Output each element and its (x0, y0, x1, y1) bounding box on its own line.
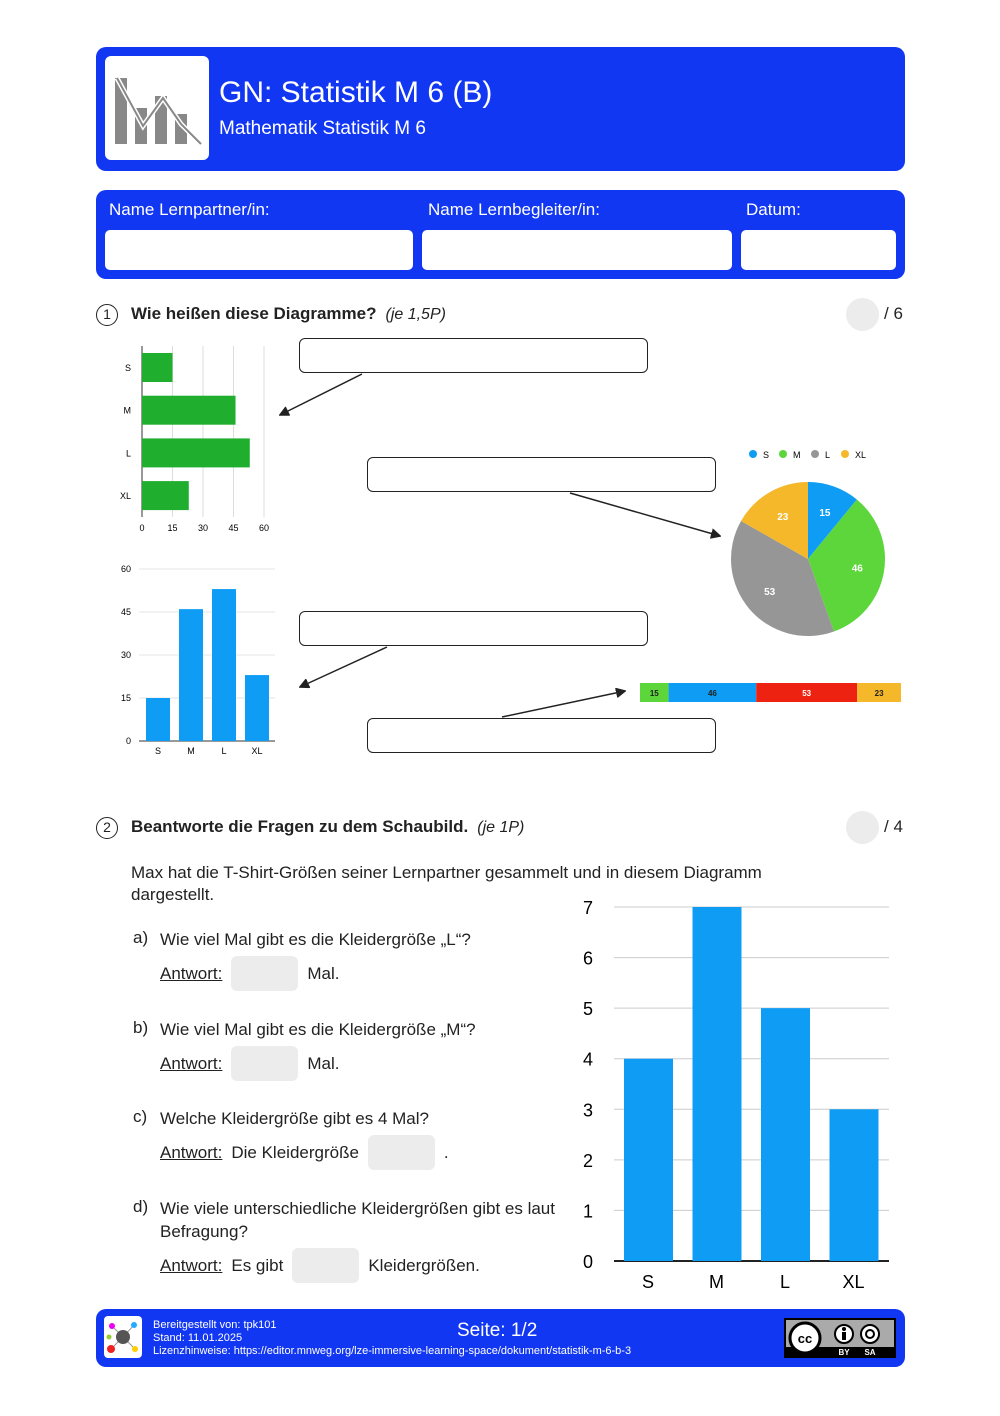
footer-date: Stand: 11.01.2025 (153, 1332, 243, 1344)
task-number: 2 (96, 817, 118, 839)
segment-label: 53 (802, 689, 812, 698)
arrow-icon (502, 691, 625, 717)
bar (761, 1008, 810, 1261)
answer-suffix: . (443, 1142, 449, 1162)
task2-intro: Max hat die T-Shirt-Größen seiner Lernpartner gesammelt und in diesem Diagramm dargestellt. (131, 863, 762, 904)
arrow-icon (300, 647, 387, 687)
task2-heading (131, 817, 524, 837)
partner-label: Name Lernpartner/in: (109, 200, 270, 219)
answer-label: Antwort: (160, 963, 223, 983)
question-text: Wie viel Mal gibt es die Kleidergröße „M“? (160, 1020, 476, 1039)
task-number: 1 (96, 304, 118, 326)
tick-label: 45 (120, 607, 131, 617)
answer-field[interactable] (231, 956, 298, 991)
legend-label: L (825, 450, 831, 460)
question-text: Welche Kleidergröße gibt es 4 Mal? (160, 1109, 429, 1128)
arrows (280, 374, 720, 717)
tick-label: 45 (228, 523, 239, 533)
date-label: Datum: (746, 200, 801, 219)
bar (142, 396, 236, 425)
answer-suffix: Kleidergrößen. (368, 1255, 480, 1275)
tick-label: 60 (120, 564, 131, 574)
tick-label: 6 (582, 948, 594, 969)
question-text: Wie viel Mal gibt es die Kleidergröße „L“? (160, 930, 471, 949)
bar (142, 353, 173, 382)
legend-dot-icon (749, 450, 757, 458)
bar (245, 675, 269, 741)
task2-points: (je 1P) (477, 819, 525, 836)
score-max: / 6 (884, 304, 903, 323)
slice-label: 23 (777, 511, 789, 523)
slice-label: 15 (819, 507, 831, 519)
answer-line (160, 1248, 480, 1283)
segment-label: 15 (649, 689, 659, 698)
category-label: L (221, 746, 227, 756)
tick-label: 1 (582, 1201, 594, 1222)
bar (146, 698, 170, 741)
bar (179, 609, 203, 741)
legend-dot-icon (841, 450, 849, 458)
question-letter: a) (133, 928, 149, 947)
legend-label: XL (855, 450, 867, 460)
tick-label: 15 (120, 693, 131, 703)
bar (693, 907, 742, 1261)
tick-label: 0 (125, 736, 131, 746)
score-max: / 4 (884, 817, 903, 836)
slice-label: 53 (764, 587, 776, 599)
answer-suffix: Mal. (307, 1053, 340, 1073)
answer-field[interactable] (292, 1248, 359, 1283)
task2-title: Beantworte die Fragen zu dem Schaubild. (131, 817, 469, 836)
bar (142, 438, 250, 467)
category-label: L (779, 1272, 791, 1292)
page-subtitle: Mathematik Statistik M 6 (219, 118, 426, 139)
tick-label: 7 (582, 898, 594, 918)
bar (830, 1109, 879, 1261)
tick-label: 0 (139, 523, 145, 533)
answer-line (160, 1046, 339, 1081)
answer-label: Antwort: (160, 1142, 223, 1162)
category-label: S (124, 363, 131, 373)
svg-text:SA: SA (864, 1348, 876, 1356)
category-label: M (709, 1272, 724, 1292)
tick-label: 60 (258, 523, 270, 533)
answer-label: Antwort: (160, 1255, 223, 1275)
tick-label: 30 (197, 523, 209, 533)
answer-line (160, 956, 339, 991)
question-letter: b) (133, 1018, 149, 1037)
guide-label: Name Lernbegleiter/in: (428, 200, 600, 219)
category-label: S (641, 1272, 655, 1292)
answer-field[interactable] (368, 1135, 435, 1170)
category-label: XL (119, 491, 131, 502)
answer-label: Antwort: (160, 1053, 223, 1073)
category-label: XL (251, 746, 263, 756)
tick-label: 30 (120, 650, 131, 660)
answer-prefix: Die Kleidergröße (231, 1142, 359, 1162)
category-label: S (154, 746, 162, 756)
bar (624, 1059, 673, 1261)
tick-label: 15 (167, 523, 178, 533)
answer-line (160, 1135, 449, 1170)
task1-title: Wie heißen diese Diagramme? (131, 304, 377, 323)
cc-by-sa-badge-icon (784, 1318, 896, 1358)
slice-label: 46 (851, 563, 863, 575)
question-letter: d) (133, 1197, 149, 1216)
tick-label: 5 (582, 999, 594, 1020)
legend-dot-icon (811, 450, 819, 458)
arrow-icon (280, 374, 362, 415)
tick-label: 4 (582, 1049, 594, 1070)
segment-label: 46 (707, 689, 717, 698)
category-label: M (187, 746, 195, 756)
category-label: XL (842, 1272, 865, 1292)
tick-label: 0 (582, 1252, 594, 1272)
legend-label: S (763, 450, 770, 460)
category-label: L (125, 448, 131, 459)
answer-field[interactable] (231, 1046, 298, 1081)
question-letter: c) (133, 1107, 148, 1126)
legend-label: M (793, 450, 801, 460)
tick-label: 3 (582, 1100, 594, 1121)
bar (142, 481, 189, 510)
network-logo-icon (104, 1316, 142, 1358)
question-text: Wie viele unterschiedliche Kleidergrößen gibt es laut Befragung? (160, 1199, 555, 1241)
tick-label: 2 (582, 1150, 594, 1171)
footer-license-link[interactable]: Lizenzhinweise: https://editor.mnweg.org/lze-immersive-learning-space/dokument/statistik-m-6-b-3 (153, 1345, 632, 1357)
task1-points: (je 1,5P) (385, 306, 446, 323)
answer-suffix: Mal. (307, 963, 340, 983)
legend-dot-icon (779, 450, 787, 458)
segment-label: 23 (874, 689, 884, 698)
bar (212, 589, 236, 741)
svg-text:BY: BY (838, 1348, 850, 1356)
svg-text:cc: cc (797, 1331, 813, 1346)
arrow-icon (570, 493, 720, 536)
answer-prefix: Es gibt (231, 1255, 284, 1275)
category-label: M (123, 405, 131, 416)
footer-provided: Bereitgestellt von: tpk101 (153, 1319, 277, 1331)
page-title: GN: Statistik M 6 (B) (219, 76, 493, 109)
score-field[interactable] (846, 811, 879, 844)
page-number: Seite: 1/2 (457, 1320, 538, 1341)
